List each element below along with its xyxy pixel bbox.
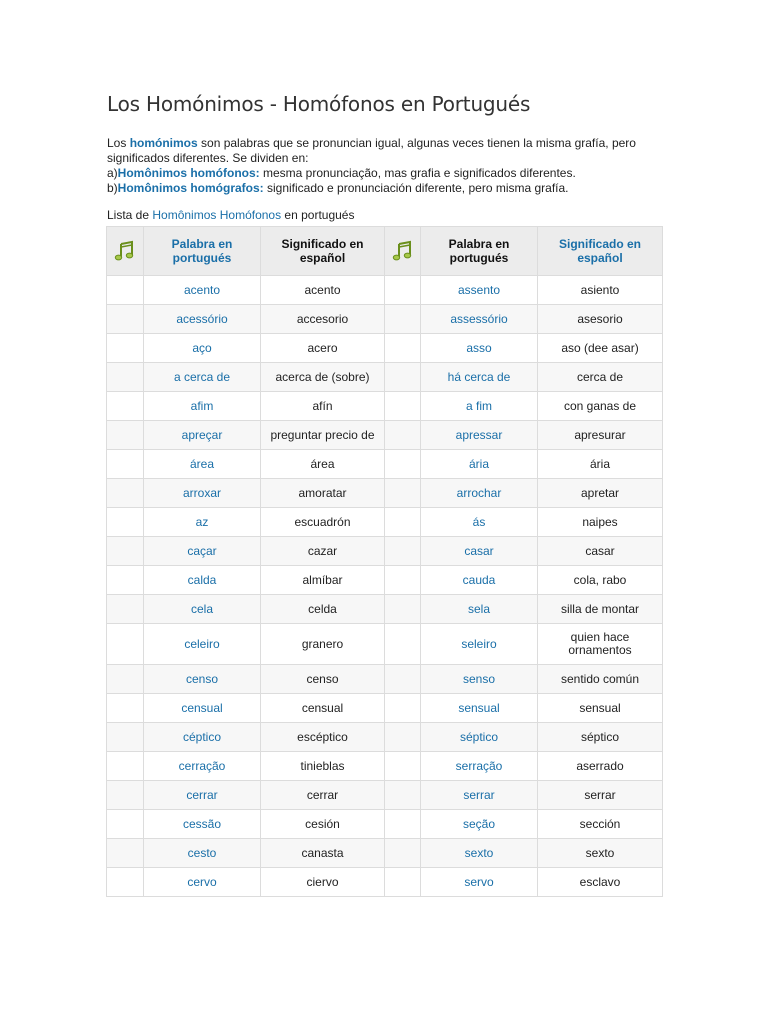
word-pt-left[interactable]: cerrar [144,781,261,810]
meaning-es-left: cerrar [261,781,385,810]
play-cell-left[interactable] [107,392,144,421]
word-pt-left[interactable]: cerração [144,752,261,781]
word-pt-left[interactable]: acessório [144,305,261,334]
table-row [107,537,663,566]
meaning-es-left: cazar [261,537,385,566]
play-cell-left[interactable] [107,305,144,334]
word-pt-right[interactable]: servo [421,868,538,897]
meaning-es-right: sección [538,810,663,839]
intro-item-b [107,181,663,196]
table-row [107,595,663,624]
meaning-es-right: con ganas de [538,392,663,421]
homonimos-link[interactable]: homónimos [129,136,198,150]
intro-text [107,136,663,196]
word-pt-left[interactable]: censo [144,665,261,694]
meaning-es-left: canasta [261,839,385,868]
word-pt-left[interactable]: caçar [144,537,261,566]
word-pt-left[interactable]: apreçar [144,421,261,450]
table-row [107,508,663,537]
table-row [107,421,663,450]
play-cell-right[interactable] [385,694,421,723]
word-pt-right[interactable]: arrochar [421,479,538,508]
table-row [107,479,663,508]
document [107,92,663,223]
play-cell-right[interactable] [385,508,421,537]
meaning-es-right: cerca de [538,363,663,392]
word-pt-left[interactable]: cesto [144,839,261,868]
play-cell-left[interactable] [107,421,144,450]
list-label-suffix: en portugués [281,208,355,222]
meaning-es-right: quien hace ornamentos [538,624,663,665]
homonimos-homofonos-link[interactable]: Homônimos Homófonos [152,208,282,222]
meaning-es-left: preguntar precio de [261,421,385,450]
word-pt-right[interactable]: serração [421,752,538,781]
play-cell-left[interactable] [107,450,144,479]
meaning-es-left: ciervo [261,868,385,897]
play-cell-right[interactable] [385,566,421,595]
intro-prefix: Los [107,136,130,150]
table-row [107,305,663,334]
meaning-es-left: censo [261,665,385,694]
word-pt-right[interactable]: assessório [421,305,538,334]
meaning-es-right: silla de montar [538,595,663,624]
play-cell-right[interactable] [385,665,421,694]
music-note-icon [113,239,137,263]
meaning-es-left: acento [261,276,385,305]
meaning-es-left: acero [261,334,385,363]
table-row [107,363,663,392]
play-cell-left[interactable] [107,363,144,392]
table-row [107,665,663,694]
word-pt-right[interactable]: cauda [421,566,538,595]
play-cell-right[interactable] [385,723,421,752]
play-cell-left[interactable] [107,752,144,781]
word-pt-left[interactable]: az [144,508,261,537]
play-cell-left[interactable] [107,508,144,537]
list-label [107,208,663,223]
play-cell-right[interactable] [385,392,421,421]
table-row [107,566,663,595]
word-pt-left[interactable]: céptico [144,723,261,752]
play-cell-left[interactable] [107,723,144,752]
play-cell-right[interactable] [385,810,421,839]
play-cell-right[interactable] [385,839,421,868]
header-es-left: Significado en español [261,227,385,276]
table-row [107,624,663,665]
meaning-es-left: escuadrón [261,508,385,537]
meaning-es-right: serrar [538,781,663,810]
word-pt-left[interactable]: a cerca de [144,363,261,392]
header-icon-cell-left [107,227,144,276]
meaning-es-right: esclavo [538,868,663,897]
word-pt-right[interactable]: serrar [421,781,538,810]
play-cell-left[interactable] [107,479,144,508]
play-cell-right[interactable] [385,334,421,363]
intro-paragraph [107,136,663,166]
meaning-es-right: naipes [538,508,663,537]
intro-item-a [107,166,663,181]
meaning-es-left: escéptico [261,723,385,752]
table-row [107,694,663,723]
word-pt-right[interactable]: senso [421,665,538,694]
meaning-es-left: área [261,450,385,479]
meaning-es-left: accesorio [261,305,385,334]
play-cell-right[interactable] [385,781,421,810]
meaning-es-left: cesión [261,810,385,839]
meaning-es-right: sexto [538,839,663,868]
item-a-prefix: a) [107,166,118,180]
word-pt-right[interactable]: séptico [421,723,538,752]
word-pt-right[interactable]: ária [421,450,538,479]
play-cell-left[interactable] [107,334,144,363]
word-pt-right[interactable]: sensual [421,694,538,723]
word-pt-right[interactable]: assento [421,276,538,305]
header-es-right[interactable]: Significado en español [538,227,663,276]
word-pt-left[interactable]: arroxar [144,479,261,508]
meaning-es-left: afín [261,392,385,421]
play-cell-right[interactable] [385,363,421,392]
meaning-es-right: sensual [538,694,663,723]
meaning-es-right: aserrado [538,752,663,781]
meaning-es-right: asiento [538,276,663,305]
play-cell-right[interactable] [385,305,421,334]
meaning-es-right: apresurar [538,421,663,450]
play-cell-right[interactable] [385,276,421,305]
word-pt-left[interactable]: aço [144,334,261,363]
meaning-es-left: almíbar [261,566,385,595]
play-cell-right[interactable] [385,537,421,566]
meaning-es-right: cola, rabo [538,566,663,595]
meaning-es-right: sentido común [538,665,663,694]
header-pt-left[interactable]: Palabra en portugués [144,227,261,276]
table-row [107,392,663,421]
meaning-es-left: amoratar [261,479,385,508]
word-pt-left[interactable]: calda [144,566,261,595]
play-cell-right[interactable] [385,421,421,450]
table-body [107,276,663,897]
table-row [107,839,663,868]
table-row [107,276,663,305]
homophones-table [106,226,663,897]
play-cell-right[interactable] [385,479,421,508]
play-cell-right[interactable] [385,624,421,665]
play-cell-left[interactable] [107,276,144,305]
word-pt-left[interactable]: cervo [144,868,261,897]
play-cell-left[interactable] [107,595,144,624]
list-label-prefix: Lista de [107,208,153,222]
word-pt-left[interactable]: afim [144,392,261,421]
word-pt-right[interactable]: a fim [421,392,538,421]
play-cell-left[interactable] [107,624,144,665]
item-b-prefix: b) [107,181,118,195]
homografos-link[interactable]: Homônimos homógrafos: [117,181,264,195]
play-cell-left[interactable] [107,868,144,897]
header-pt-right: Palabra en portugués [421,227,538,276]
word-pt-left[interactable]: cela [144,595,261,624]
meaning-es-left: tinieblas [261,752,385,781]
meaning-es-left: acerca de (sobre) [261,363,385,392]
music-note-icon [391,239,415,263]
table-row [107,810,663,839]
meaning-es-right: asesorio [538,305,663,334]
word-pt-right[interactable]: sela [421,595,538,624]
meaning-es-right: apretar [538,479,663,508]
table-row [107,334,663,363]
intro-rest: son palabras que se pronuncian igual, algunas veces tienen la misma grafía, pero significados diferentes. Se dividen en: [107,136,636,165]
word-pt-right[interactable]: sexto [421,839,538,868]
play-cell-right[interactable] [385,450,421,479]
table-row [107,723,663,752]
play-cell-left[interactable] [107,810,144,839]
word-pt-right[interactable]: casar [421,537,538,566]
word-pt-right[interactable]: apressar [421,421,538,450]
word-pt-left[interactable]: acento [144,276,261,305]
play-cell-left[interactable] [107,566,144,595]
play-cell-right[interactable] [385,752,421,781]
word-pt-left[interactable]: área [144,450,261,479]
meaning-es-left: granero [261,624,385,665]
table-row [107,752,663,781]
play-cell-left[interactable] [107,665,144,694]
word-pt-right[interactable]: há cerca de [421,363,538,392]
word-pt-right[interactable]: asso [421,334,538,363]
play-cell-left[interactable] [107,537,144,566]
play-cell-right[interactable] [385,595,421,624]
header-icon-cell-right [385,227,421,276]
play-cell-right[interactable] [385,868,421,897]
play-cell-left[interactable] [107,839,144,868]
word-pt-left[interactable]: cessão [144,810,261,839]
word-pt-left[interactable]: celeiro [144,624,261,665]
play-cell-left[interactable] [107,781,144,810]
meaning-es-right: casar [538,537,663,566]
word-pt-right[interactable]: seleiro [421,624,538,665]
meaning-es-right: séptico [538,723,663,752]
table-row [107,450,663,479]
item-b-text: significado e pronunciación diferente, pero misma grafía. [263,181,569,195]
table-row [107,781,663,810]
meaning-es-left: censual [261,694,385,723]
page-title: Los Homónimos - Homófonos en Portugués [107,92,531,116]
homofonos-link[interactable]: Homônimos homófonos: [117,166,260,180]
word-pt-right[interactable]: ás [421,508,538,537]
meaning-es-right: ária [538,450,663,479]
table-header-row [107,227,663,276]
word-pt-right[interactable]: seção [421,810,538,839]
item-a-text: mesma pronunciação, mas grafia e significados diferentes. [259,166,576,180]
play-cell-left[interactable] [107,694,144,723]
table-row [107,868,663,897]
word-pt-left[interactable]: censual [144,694,261,723]
meaning-es-left: celda [261,595,385,624]
meaning-es-right: aso (dee asar) [538,334,663,363]
